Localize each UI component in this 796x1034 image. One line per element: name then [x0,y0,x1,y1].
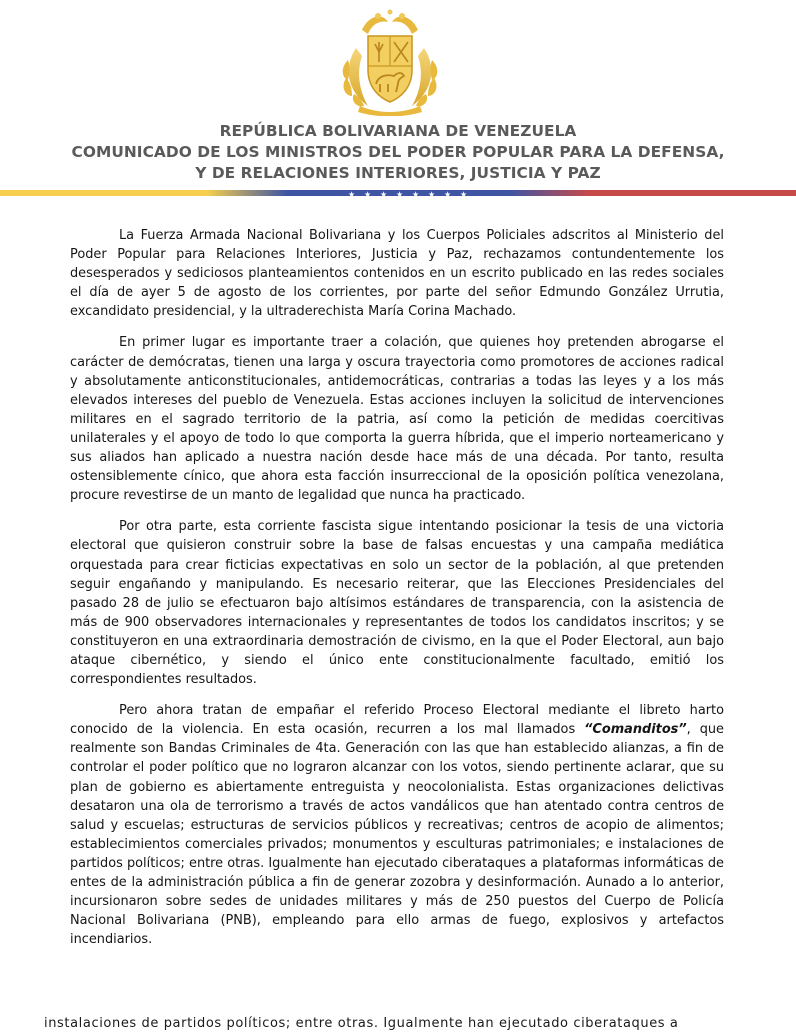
paragraph-4 [70,701,724,949]
paragraph-3: Por otra parte, esta corriente fascista sigue intentando posicionar la tesis de una victoria electoral que quisieron construir sobre la base de falsas encuestas y una campaña mediática orquestada para crear ficticias expectativas en solo un sector de la población, al que pretenden seguir engañando y manipulando. Es necesario reiterar, que las Elecciones Presidenciales del pasado 28 de julio se efectuaron bajo altísimos estándares de transparencia, con la asistencia de más de 900 observadores internacionales y representantes de todos los candidatos inscritos; y se constituyeron en una extraordinaria demostración de civismo, en la que el Poder Electoral, aun bajo ataque cibernético, y siendo el único ente constitucionalmente facultado, emitió los correspondientes resultados. [70,519,724,688]
paragraph-4-part-a: Pero ahora tratan de empañar el referido Proceso Electoral mediante el libreto harto conocido de la violencia. En esta ocasión, recurren a los mal llamados [70,703,724,738]
header-republic: REPÚBLICA BOLIVARIANA DE VENEZUELA [219,122,577,140]
svg-text:★: ★ [348,190,356,199]
header-title-line2: Y DE RELACIONES INTERIORES, JUSTICIA Y PAZ [195,164,601,182]
svg-text:★: ★ [380,190,388,199]
svg-text:★: ★ [412,190,420,199]
svg-text:★: ★ [396,190,404,199]
paragraph-2: En primer lugar es importante traer a colación, que quienes hoy pretenden abrogarse el carácter de demócratas, tienen una larga y oscura trayectoria como promotores de acciones radical y absolutamente anticonstitucionales, antidemocráticas, contrarias a todas las leyes y a los más elevados intereses del pueblo de Venezuela. Estas acciones incluyen la solicitud de intervenciones militares en el sagrado territorio de la patria, así como la petición de medidas coercitivas unilaterales y el apoyo de todo lo que comporta la guerra híbrida, que el imperio norteamericano y sus aliados han aplicado a nuestra nación desde hace más de una década. Por tanto, resulta ostensiblemente cínico, que ahora esta facción insurreccional de la oposición política venezolana, procure revestirse de un manto de legalidad que nunca ha practicado. [70,335,724,504]
svg-text:★: ★ [428,190,436,199]
coat-of-arms-icon [338,8,442,116]
comanditos-term: “Comanditos” [584,722,687,738]
svg-text:★: ★ [460,190,468,199]
svg-text:★: ★ [364,190,372,199]
svg-text:★: ★ [444,190,452,199]
stars-icon [344,186,474,200]
communique-body [70,226,724,961]
document-header [0,121,796,184]
next-page-cutoff-line: instalaciones de partidos políticos; entre otras. Igualmente han ejecutado ciberataques a [44,1016,679,1031]
header-title-line1: COMUNICADO DE LOS MINISTROS DEL PODER POPULAR PARA LA DEFENSA, [71,143,725,161]
paragraph-1: La Fuerza Armada Nacional Bolivariana y los Cuerpos Policiales adscritos al Ministerio del Poder Popular para Relaciones Interiores, Justicia y Paz, rechazamos contundentemente los desesperados y sediciosos planteamientos contenidos en un escrito publicado en las redes sociales el día de ayer 5 de agosto de los corrientes, por parte del señor Edmundo González Urrutia, excandidato presidencial, y la ultraderechista María Corina Machado. [70,228,724,320]
paragraph-4-part-b: , que realmente son Bandas Criminales de 4ta. Generación con las que han establecido alianzas, a fin de controlar el poder político que no lograron alcanzar con los votos, siendo pertinente aclarar, que su plan de gobierno es abiertamente entreguista y neocolonialista. Estas organizaciones delictivas desataron una ola de terrorismo a través de actos vandálicos que han atentado contra centros de salud y escuelas; estructuras de servicios públicos y recreativas; centros de acopio de alimentos; establecimientos comerciales privados; monumentos y esculturas patrimoniales; e instalaciones de partidos políticos; entre otras. Igualmente han ejecutado ciberataques a plataformas informáticas de entes de la administración pública a fin de generar zozobra y desinformación. Aunado a lo anterior, incursionaron sobre sedes de unidades militares y más de 250 puestos del Cuerpo de Policía Nacional Bolivariana (PNB), empleando para ello armas de fuego, explosivos y artefactos incendiarios. [70,722,724,948]
